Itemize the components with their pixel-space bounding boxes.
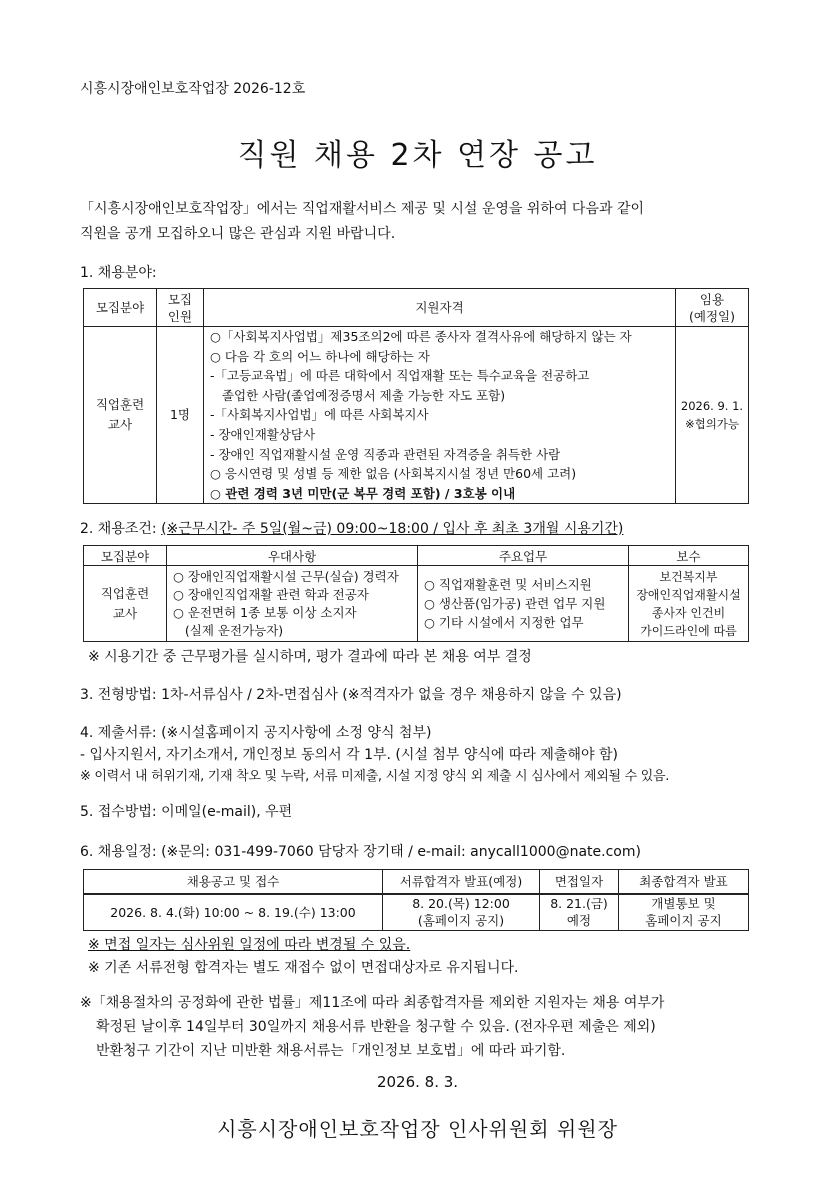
th-pay: 보수	[629, 546, 749, 566]
documents-line: - 입사지원서, 자기소개서, 개인정보 동의서 각 1부. (시설 첨부 양식에 따라 제출해야 함)	[80, 747, 618, 763]
page-title: 직원 채용 2차 연장 공고	[237, 138, 598, 173]
th-count: 모집 인원	[157, 289, 204, 327]
pay-cell	[629, 566, 749, 642]
qual-line: - 장애인재활상담사	[210, 426, 316, 442]
pref-line: ○ 장애인직업재활 관련 학과 전공자	[173, 586, 369, 602]
work-hours: (※근무시간- 주 5일(월~금) 09:00~18:00 / 입사 후 최초 3개월 시용기간)	[161, 521, 624, 537]
policy-line: 확정된 날이후 14일부터 30일까지 채용서류 반환을 청구할 수 있음. (전자우편 제출은 제외)	[96, 1019, 656, 1035]
th-preference: 우대사항	[167, 546, 418, 566]
qual-line: - 장애인 직업재활시설 운영 직종과 관련된 자격증을 취득한 사람	[210, 446, 561, 462]
duty-line: ○ 생산품(임가공) 관련 업무 지원	[424, 596, 606, 611]
policy-line: ※「채용절차의 공정화에 관한 법률」제11조에 따라 최종합격자를 제외한 지원자는 채용 여부가	[80, 995, 665, 1011]
recruit-field-table	[83, 288, 749, 504]
duty-line: ○ 직업재활훈련 및 서비스지원	[424, 577, 592, 592]
return-policy-note	[80, 991, 770, 1063]
qual-line: ○ 응시연령 및 성별 등 제한 없음 (사회복지시설 정년 만60세 고려)	[210, 466, 577, 482]
probation-note: ※ 시용기간 중 근무평가를 실시하며, 평가 결과에 따라 본 채용 여부 결정	[88, 649, 532, 665]
pay-line: 보건복지부	[659, 569, 718, 584]
intro-line: 직원을 공개 모집하오니 많은 관심과 지원 바랍니다.	[80, 226, 396, 242]
th-notice: 채용공고 및 접수	[84, 870, 383, 894]
appoint-cell	[676, 327, 749, 504]
intro-line: 「시흥시장애인보호작업장」에서는 직업재활서비스 제공 및 시설 운영을 위하여 다음과 같이	[80, 201, 644, 217]
qual-line: ○ 다음 각 호의 어느 하나에 해당하는 자	[210, 348, 430, 364]
th-doc-result: 서류합격자 발표(예정)	[383, 870, 540, 894]
qual-line: -「고등교육법」에 따른 대학에서 직업재활 또는 특수교육을 전공하고	[210, 368, 590, 384]
pay-line: 장애인직업재활시설	[636, 587, 741, 602]
th-field: 모집분야	[84, 546, 167, 566]
interview-note: ※ 면접 일자는 심사위원 일정에 따라 변경될 수 있음.	[88, 937, 411, 953]
section-3: 3. 전형방법: 1차-서류심사 / 2차-면접심사 (※적격자가 없을 경우 채용하지 않을 수 있음)	[80, 687, 622, 703]
pref-line: ○ 장애인직업재활시설 근무(실습) 경력자	[173, 568, 399, 584]
documents-warning: ※ 이력서 내 허위기재, 기재 착오 및 누락, 서류 미제출, 시설 지정 양식 외 제출 시 심사에서 제외될 수 있음.	[80, 769, 670, 784]
th-field: 모집분야	[84, 289, 157, 327]
duty-line: ○ 기타 시설에서 지정한 업무	[424, 615, 584, 630]
th-duties: 주요업무	[418, 546, 629, 566]
th-appoint: 임용 (예정일)	[676, 289, 749, 327]
pref-line: (실제 운전가능자)	[173, 622, 284, 638]
section-6-heading: 6. 채용일정: (※문의: 031-499-7060 담당자 장기태 / e-mail: anycall1000@nate.com)	[80, 844, 641, 860]
conditions-table	[83, 545, 749, 642]
policy-line: 반환청구 기간이 지난 미반환 채용서류는「개인정보 보호법」에 따라 파기함.	[96, 1043, 566, 1059]
th-final: 최종합격자 발표	[619, 870, 749, 894]
th-interview: 면접일자	[540, 870, 619, 894]
schedule-table	[83, 869, 749, 931]
pref-line: ○ 운전면허 1종 보통 이상 소지자	[173, 604, 357, 620]
qual-line-bold: ○ 관련 경력 3년 미만(군 복무 경력 포함) / 3호봉 이내	[210, 485, 516, 501]
qual-line: -「사회복지사업법」에 따른 사회복지사	[210, 407, 429, 423]
qual-line: ○「사회복지사업법」제35조의2에 따른 종사자 결격사유에 해당하지 않는 자	[210, 329, 632, 344]
pay-line: 가이드라인에 따름	[640, 623, 737, 638]
section-5: 5. 접수방법: 이메일(e-mail), 우편	[80, 804, 293, 820]
section-2-title: 2. 채용조건:	[80, 521, 162, 537]
section-2-heading	[80, 518, 623, 538]
field-cell: 직업훈련 교사	[84, 327, 157, 504]
signer: 시흥시장애인보호작업장 인사위원회 위원장	[217, 1117, 618, 1141]
final-result: 개별통보 및 홈페이지 공지	[619, 894, 749, 931]
section-4-heading: 4. 제출서류: (※시설홈페이지 공지사항에 소정 양식 첨부)	[80, 725, 432, 741]
count-cell: 1명	[157, 327, 204, 504]
notice-date: 2026. 8. 3.	[376, 1073, 459, 1091]
intro-paragraph	[80, 197, 760, 247]
qual-line: 졸업한 사람(졸업예정증명서 제출 가능한 자도 포함)	[210, 387, 506, 403]
pay-line: 종사자 인건비	[651, 605, 726, 620]
document-number: 시흥시장애인보호작업장 2026-12호	[80, 81, 306, 97]
interview-date: 8. 21.(금) 예정	[540, 894, 619, 931]
section-1-heading: 1. 채용분야:	[80, 265, 157, 281]
appoint-date: 2026. 9. 1.	[680, 399, 744, 414]
field-cell: 직업훈련 교사	[84, 566, 167, 642]
appoint-note: ※협의가능	[684, 417, 740, 432]
notice-period: 2026. 8. 4.(화) 10:00 ~ 8. 19.(수) 13:00	[84, 894, 383, 931]
reapply-note: ※ 기존 서류전형 합격자는 별도 재접수 없이 면접대상자로 유지됩니다.	[88, 960, 519, 976]
th-qualification: 지원자격	[204, 289, 676, 327]
qualification-cell	[204, 327, 676, 504]
duties-cell	[418, 566, 629, 642]
doc-result-date: 8. 20.(목) 12:00 (홈페이지 공지)	[383, 894, 540, 931]
preference-cell	[167, 566, 418, 642]
